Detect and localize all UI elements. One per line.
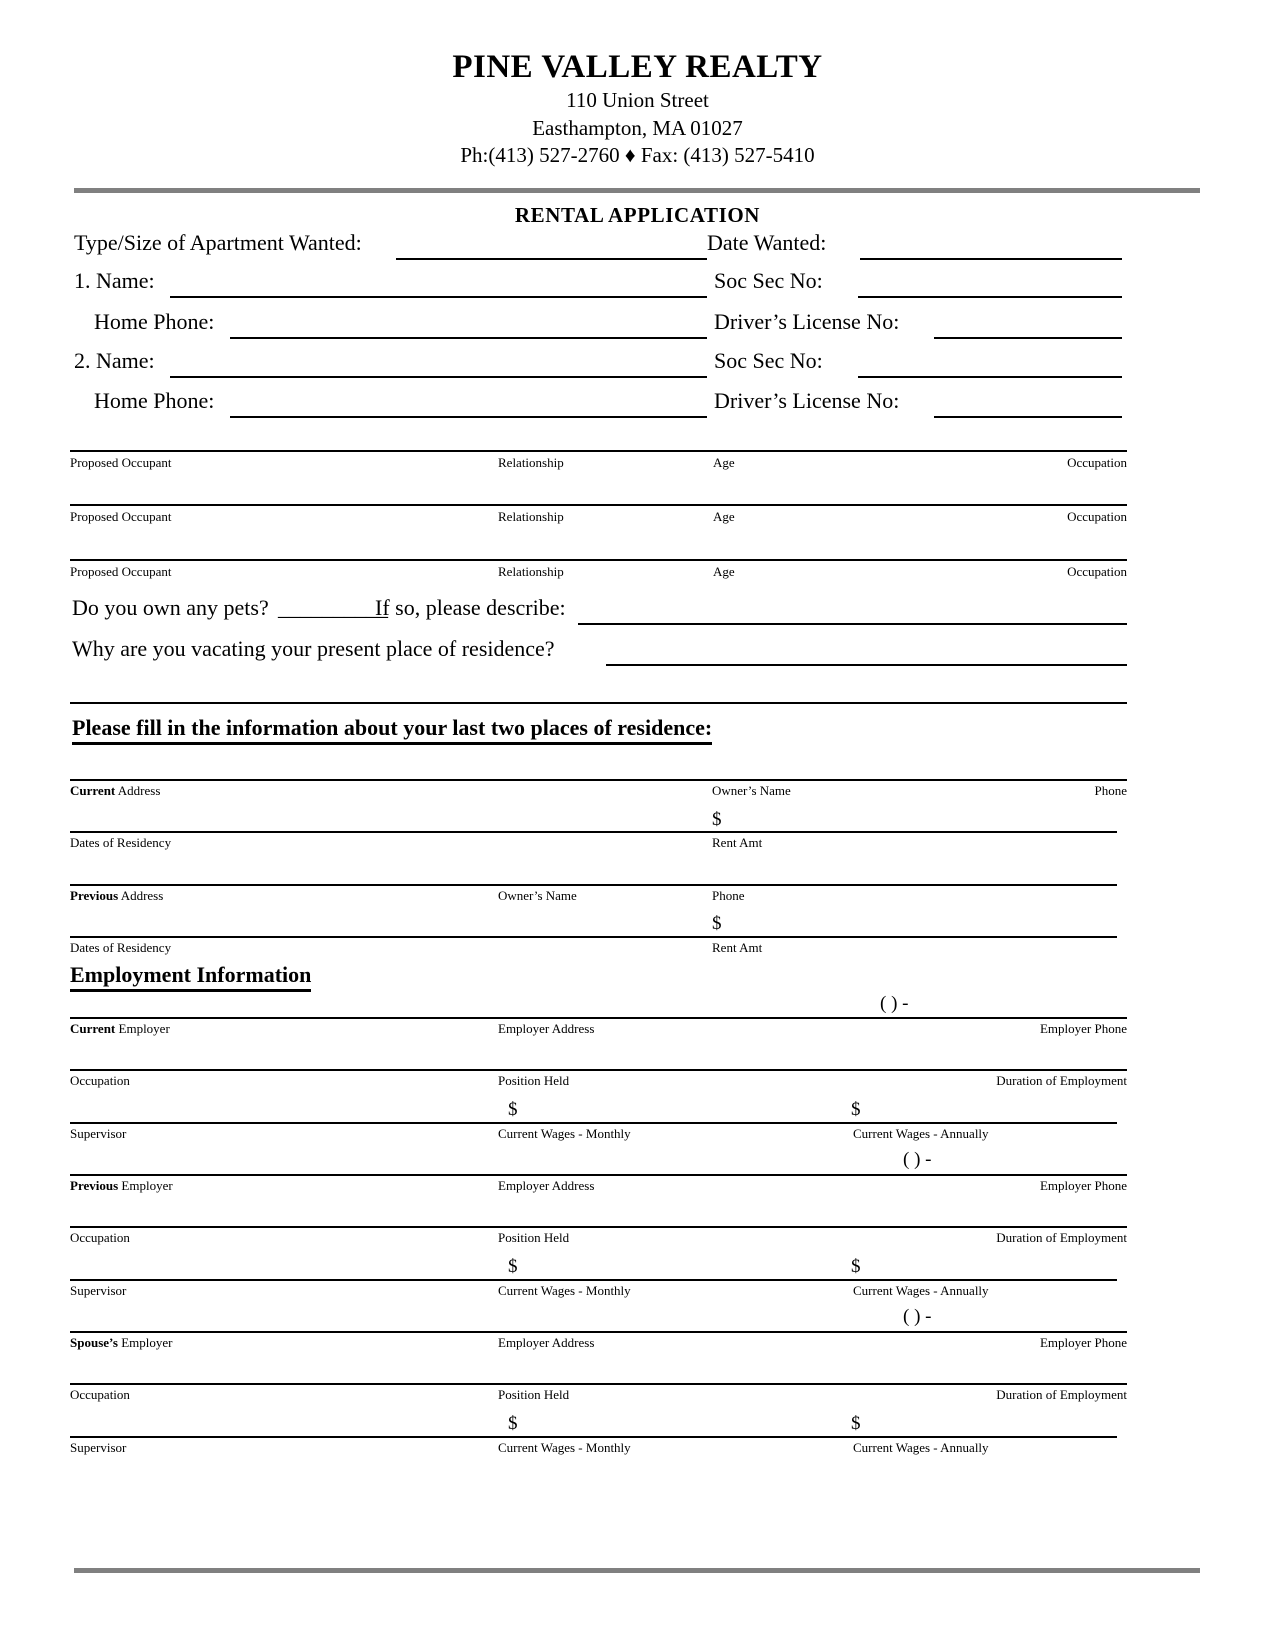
employment-section-heading: Employment Information — [70, 964, 311, 992]
pets-answer-input[interactable]: __________ — [278, 595, 388, 620]
current-occupation-line[interactable] — [70, 1069, 1127, 1071]
spouse-employer-address-label: Employer Address — [498, 1335, 595, 1350]
applicant-2-ssn-input[interactable] — [858, 376, 1122, 378]
current-owner-phone-label: Phone — [1094, 783, 1127, 798]
applicant-1-name-input[interactable] — [170, 296, 707, 298]
occupant-1-occupation-label: Occupation — [1067, 455, 1127, 470]
applicant-2-home-phone-input[interactable] — [230, 416, 707, 418]
header-divider — [74, 188, 1200, 193]
occupant-row-3-line[interactable] — [70, 559, 1127, 561]
applicant-2-license-input[interactable] — [934, 416, 1122, 418]
occupant-3-relationship-label: Relationship — [498, 564, 564, 579]
current-employer-prefix: Current — [70, 1021, 116, 1036]
current-supervisor-line[interactable] — [70, 1122, 1117, 1124]
occupant-row-1-line[interactable] — [70, 450, 1127, 452]
previous-employer-label — [70, 1179, 173, 1192]
previous-address-suffix: Address — [118, 888, 164, 903]
previous-wages-annually-label: Current Wages - Annually — [853, 1283, 989, 1298]
applicant-1-license-input[interactable] — [934, 337, 1122, 339]
applicant-1-ssn-label: Soc Sec No: — [714, 268, 823, 293]
street-address: 110 Union Street — [566, 87, 709, 112]
current-position-held-label: Position Held — [498, 1073, 570, 1088]
spouse-supervisor-label: Supervisor — [70, 1440, 127, 1455]
previous-supervisor-line[interactable] — [70, 1279, 1117, 1281]
pets-describe-label: If so, please describe: — [375, 595, 566, 620]
residence-section-heading: Please fill in the information about your last two places of residence: — [72, 717, 712, 745]
previous-duration-label: Duration of Employment — [996, 1230, 1127, 1245]
vacating-input-line-2[interactable] — [70, 702, 1127, 704]
spouse-wages-monthly-label: Current Wages - Monthly — [498, 1440, 631, 1455]
current-dates-of-residency-label: Dates of Residency — [70, 835, 172, 850]
date-wanted-input[interactable] — [860, 258, 1122, 260]
occupant-1-label: Proposed Occupant — [70, 455, 172, 470]
apartment-type-label: Type/Size of Apartment Wanted: — [74, 230, 362, 255]
previous-supervisor-label: Supervisor — [70, 1283, 127, 1298]
applicant-1-home-phone-label: Home Phone: — [94, 309, 215, 334]
current-supervisor-label: Supervisor — [70, 1126, 127, 1141]
spouse-supervisor-line[interactable] — [70, 1436, 1117, 1438]
spouse-wages-monthly-dollar-sign: $ — [508, 1413, 518, 1434]
applicant-1-name-label: 1. Name: — [74, 268, 155, 293]
spouse-employer-phone-format: ( ) - — [903, 1306, 932, 1327]
previous-position-held-label: Position Held — [498, 1230, 570, 1245]
current-address-line[interactable] — [70, 779, 1127, 781]
occupant-3-label: Proposed Occupant — [70, 564, 172, 579]
previous-dates-rent-line[interactable] — [70, 936, 1117, 938]
previous-occupation-line[interactable] — [70, 1226, 1127, 1228]
spouse-employer-label — [70, 1336, 172, 1349]
applicant-2-name-label: 2. Name: — [74, 348, 155, 373]
current-address-label — [70, 784, 160, 797]
previous-owner-phone-label: Phone — [712, 888, 745, 903]
apartment-type-input[interactable] — [396, 258, 707, 260]
spouse-wages-annually-label: Current Wages - Annually — [853, 1440, 989, 1455]
previous-address-line[interactable] — [70, 884, 1117, 886]
spouse-duration-label: Duration of Employment — [996, 1387, 1127, 1402]
current-address-prefix: Current — [70, 783, 116, 798]
spouse-position-held-label: Position Held — [498, 1387, 570, 1402]
company-name: PINE VALLEY REALTY — [452, 49, 823, 85]
occupant-3-occupation-label: Occupation — [1067, 564, 1127, 579]
applicant-2-name-input[interactable] — [170, 376, 707, 378]
date-wanted-label: Date Wanted: — [707, 230, 827, 255]
current-owner-name-label: Owner’s Name — [712, 783, 791, 798]
current-employer-phone-label: Employer Phone — [1039, 1021, 1127, 1036]
pets-question-label: Do you own any pets? — [72, 595, 269, 620]
occupant-2-relationship-label: Relationship — [498, 509, 564, 524]
spouse-wages-annually-dollar-sign: $ — [851, 1413, 861, 1434]
spouse-employer-prefix: Spouse’s — [70, 1335, 118, 1350]
applicant-2-license-label: Driver’s License No: — [714, 388, 900, 413]
applicant-2-home-phone-label: Home Phone: — [94, 388, 215, 413]
spouse-occupation-label: Occupation — [70, 1387, 130, 1402]
current-wages-annually-dollar-sign: $ — [851, 1099, 861, 1120]
previous-address-label — [70, 889, 163, 902]
previous-employer-prefix: Previous — [70, 1178, 119, 1193]
current-wages-annually-label: Current Wages - Annually — [853, 1126, 989, 1141]
previous-wages-monthly-dollar-sign: $ — [508, 1256, 518, 1277]
spouse-occupation-line[interactable] — [70, 1383, 1127, 1385]
current-employer-line[interactable] — [70, 1017, 1127, 1019]
previous-employer-line[interactable] — [70, 1174, 1127, 1176]
current-employer-phone-format: ( ) - — [880, 993, 909, 1014]
page-title: RENTAL APPLICATION — [514, 203, 761, 227]
previous-rent-dollar-sign: $ — [712, 913, 722, 934]
previous-occupation-label: Occupation — [70, 1230, 130, 1245]
current-rent-amount-label: Rent Amt — [712, 835, 763, 850]
current-address-suffix: Address — [115, 783, 161, 798]
spouse-employer-phone-label: Employer Phone — [1039, 1335, 1127, 1350]
spouse-employer-line[interactable] — [70, 1331, 1127, 1333]
letterhead — [0, 48, 1275, 170]
previous-employer-address-label: Employer Address — [498, 1178, 595, 1193]
current-rent-dollar-sign: $ — [712, 809, 722, 830]
occupant-3-age-label: Age — [713, 564, 735, 579]
previous-employer-phone-label: Employer Phone — [1039, 1178, 1127, 1193]
previous-owner-name-label: Owner’s Name — [498, 888, 577, 903]
occupant-2-label: Proposed Occupant — [70, 509, 172, 524]
applicant-1-ssn-input[interactable] — [858, 296, 1122, 298]
current-dates-rent-line[interactable] — [70, 831, 1117, 833]
phone-fax-line: Ph:(413) 527-2760 ♦ Fax: (413) 527-5410 — [460, 143, 815, 168]
current-occupation-label: Occupation — [70, 1073, 130, 1088]
previous-employer-suffix: Employer — [118, 1178, 173, 1193]
applicant-2-ssn-label: Soc Sec No: — [714, 348, 823, 373]
occupant-1-relationship-label: Relationship — [498, 455, 564, 470]
occupant-2-age-label: Age — [713, 509, 735, 524]
current-employer-address-label: Employer Address — [498, 1021, 595, 1036]
footer-divider — [74, 1568, 1200, 1573]
previous-dates-of-residency-label: Dates of Residency — [70, 940, 172, 955]
occupant-2-occupation-label: Occupation — [1067, 509, 1127, 524]
vacating-question-label: Why are you vacating your present place of residence? — [72, 636, 555, 661]
current-employer-suffix: Employer — [115, 1021, 170, 1036]
city-state-zip: Easthampton, MA 01027 — [532, 115, 743, 140]
occupant-row-2-line[interactable] — [70, 504, 1127, 506]
previous-employer-phone-format: ( ) - — [903, 1149, 932, 1170]
previous-address-prefix: Previous — [70, 888, 119, 903]
current-wages-monthly-dollar-sign: $ — [508, 1099, 518, 1120]
pets-describe-input[interactable] — [578, 623, 1127, 625]
current-duration-label: Duration of Employment — [996, 1073, 1127, 1088]
applicant-1-license-label: Driver’s License No: — [714, 309, 900, 334]
current-wages-monthly-label: Current Wages - Monthly — [498, 1126, 631, 1141]
previous-rent-amount-label: Rent Amt — [712, 940, 763, 955]
applicant-1-home-phone-input[interactable] — [230, 337, 707, 339]
occupant-1-age-label: Age — [713, 455, 735, 470]
current-employer-label — [70, 1022, 170, 1035]
spouse-employer-suffix: Employer — [117, 1335, 173, 1350]
previous-wages-monthly-label: Current Wages - Monthly — [498, 1283, 631, 1298]
previous-wages-annually-dollar-sign: $ — [851, 1256, 861, 1277]
vacating-input-line-1[interactable] — [606, 664, 1127, 666]
